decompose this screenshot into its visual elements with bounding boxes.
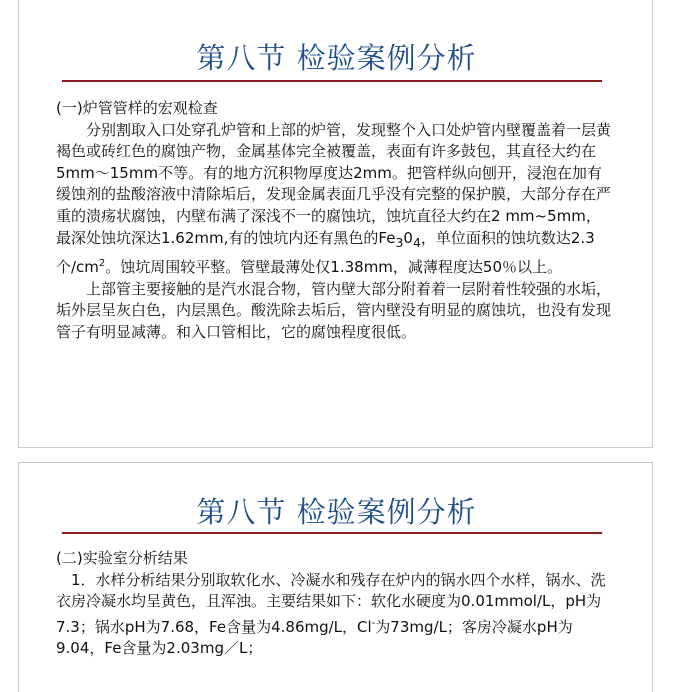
fe-subscript-3: 3 — [395, 234, 404, 250]
slide-2-paragraph-1 — [56, 570, 612, 660]
slide-2-body — [56, 548, 612, 660]
fe-zero: 0 — [403, 228, 413, 247]
slide-1-p1-text-c: 。蚀坑周围较平整。管壁最薄处仅1.38mm，减薄程度达50％以上。 — [105, 258, 563, 277]
slide-1-p1-text-a: 分别割取入口处穿孔炉管和上部的炉管，发现整个入口处炉管内壁覆盖着一层黄褐色或砖红色的腐蚀产物，金属基体完全被覆盖，表面有许多鼓包，其直径大约在5mm～15mm不等。有的地方沉积物厚度达2mm。把管样纵向刨开，浸泡在加有缓蚀剂的盐酸溶液中清除垢后，发现金属表面几乎没有完整的保护膜，大部分存在严重的溃疡状腐蚀，内壁布满了深浅不一的腐蚀坑，蚀坑直径大约在2 mm~5mm，最深处蚀坑深达1.62mm,有的蚀坑内还有黑色的Fe — [56, 120, 612, 247]
slide-1-paragraph-2 — [56, 279, 612, 344]
slide-2-title: 第八节 检验案例分析 — [196, 495, 477, 529]
slide-2-subheading: (二)实验室分析结果 — [56, 549, 188, 567]
fe-subscript-4: 4 — [412, 234, 421, 250]
cl-superscript: - — [371, 617, 376, 629]
slide-1-subheading: (一)炉管管样的宏观检查 — [56, 99, 218, 117]
slide-2-p1-text-b: 为73mg/L；客房冷凝水pH为9.04，Fe含量为2.03mg／L； — [56, 617, 573, 658]
slide-1-paragraph-1 — [56, 120, 612, 279]
slide-2-p1-text-a: 1．水样分析结果分别取软化水、冷凝水和残存在炉内的锅水四个水样，锅水、洗衣房冷凝水均呈黄色，且浑浊。主要结果如下：软化水硬度为0.01mmol/L，pH为7.3；锅水pH为7.68，Fe含量为4.86mg/L，Cl — [56, 570, 606, 636]
slide-1-p1-text-b: ，单位面积的蚀坑数达2.3个/cm — [56, 228, 595, 277]
slide-1-title-rule — [62, 80, 602, 82]
slide-gap — [0, 448, 673, 462]
slide-2-title-rule — [62, 532, 602, 534]
cm-superscript: 2 — [98, 258, 106, 270]
slide-1-p2-text: 上部管主要接触的是汽水混合物，管内壁大部分附着着一层附着性较强的水垢，垢外层呈灰白色，内层黑色。酸洗除去垢后，管内壁没有明显的腐蚀坑，也没有发现管子有明显减薄。和入口管相比，它的腐蚀程度很低。 — [56, 279, 612, 341]
slide-1-title: 第八节 检验案例分析 — [196, 41, 477, 75]
slide-1-body — [56, 98, 612, 344]
